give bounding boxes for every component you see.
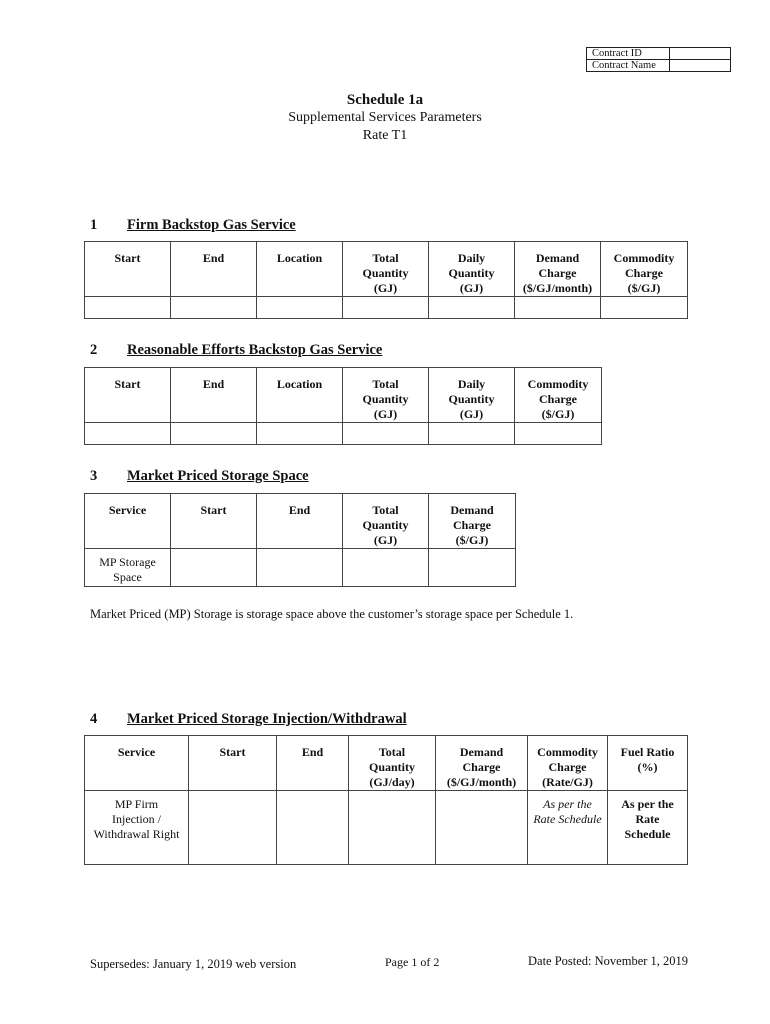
schedule-title: Schedule 1a [346,92,424,108]
contract-id-label: Contract ID [587,48,670,60]
col-header-daily-quantity: Daily Quantity (GJ) [429,368,515,423]
section-3-title: Market Priced Storage Space [127,468,309,484]
table-row [85,549,516,587]
col-header-demand-charge: Demand Charge ($/GJ) [429,494,516,549]
cell-fuel-ratio: As per the Rate Schedule [608,791,688,865]
cell-start[interactable] [85,423,171,445]
cell-daily-quantity[interactable] [429,297,515,319]
footer-page-number: Page 1 of 2 [385,955,440,969]
col-header-start: Start [171,494,257,549]
section-1-title: Firm Backstop Gas Service [127,217,296,233]
col-header-total-quantity: Total Quantity (GJ) [343,242,429,297]
col-header-total-quantity: Total Quantity (GJ) [343,494,429,549]
cell-start[interactable] [85,297,171,319]
cell-location[interactable] [257,297,343,319]
cell-location[interactable] [257,423,343,445]
col-header-start: Start [189,736,277,791]
cell-end[interactable] [277,791,349,865]
col-header-start: Start [85,368,171,423]
cell-commodity-charge[interactable] [601,297,688,319]
section-2-number: 2 [90,342,98,358]
col-header-commodity-charge: Commodity Charge ($/GJ) [601,242,688,297]
col-header-demand-charge: Demand Charge ($/GJ/month) [515,242,601,297]
cell-end[interactable] [171,423,257,445]
section-1-number: 1 [90,217,98,233]
col-header-total-quantity: Total Quantity (GJ/day) [349,736,436,791]
section-2-title: Reasonable Efforts Backstop Gas Service [127,342,383,358]
cell-end[interactable] [257,549,343,587]
section-3-number: 3 [90,468,98,484]
col-header-service: Service [85,736,189,791]
section-4-number: 4 [90,711,98,727]
contract-id-value[interactable] [670,48,731,60]
section-3-table [84,493,516,587]
cell-demand-charge[interactable] [436,791,528,865]
col-header-end: End [171,242,257,297]
contract-info-box [586,47,731,72]
contract-name-label: Contract Name [587,60,670,72]
col-header-location: Location [257,242,343,297]
col-header-demand-charge: Demand Charge ($/GJ/month) [436,736,528,791]
col-header-total-quantity: Total Quantity (GJ) [343,368,429,423]
cell-total-quantity[interactable] [343,549,429,587]
contract-name-value[interactable] [670,60,731,72]
schedule-rate: Rate T1 [362,128,408,143]
cell-end[interactable] [171,297,257,319]
section-4-table [84,735,688,865]
cell-daily-quantity[interactable] [429,423,515,445]
col-header-fuel-ratio: Fuel Ratio (%) [608,736,688,791]
table-row [85,297,688,319]
cell-demand-charge[interactable] [515,297,601,319]
cell-total-quantity[interactable] [343,423,429,445]
col-header-end: End [171,368,257,423]
cell-start[interactable] [171,549,257,587]
table-row [85,791,688,865]
col-header-commodity-charge: Commodity Charge ($/GJ) [515,368,602,423]
section-2-table [84,367,602,445]
col-header-end: End [257,494,343,549]
cell-total-quantity[interactable] [343,297,429,319]
cell-commodity-charge: As per the Rate Schedule [528,791,608,865]
schedule-subtitle: Supplemental Services Parameters [288,110,482,125]
footer-supersedes: Supersedes: January 1, 2019 web version [90,957,297,971]
cell-demand-charge[interactable] [429,549,516,587]
col-header-location: Location [257,368,343,423]
col-header-service: Service [85,494,171,549]
footer-date-posted: Date Posted: November 1, 2019 [528,954,689,968]
storage-note: Market Priced (MP) Storage is storage space above the customer’s storage space per Schedule 1. [90,607,574,621]
cell-service: MP Storage Space [85,549,171,587]
section-1-table [84,241,688,319]
col-header-daily-quantity: Daily Quantity (GJ) [429,242,515,297]
cell-commodity-charge[interactable] [515,423,602,445]
cell-service: MP Firm Injection / Withdrawal Right [85,791,189,865]
cell-total-quantity[interactable] [349,791,436,865]
col-header-end: End [277,736,349,791]
col-header-commodity-charge: Commodity Charge (Rate/GJ) [528,736,608,791]
col-header-start: Start [85,242,171,297]
section-4-title: Market Priced Storage Injection/Withdrawal [127,711,407,727]
cell-start[interactable] [189,791,277,865]
table-row [85,423,602,445]
